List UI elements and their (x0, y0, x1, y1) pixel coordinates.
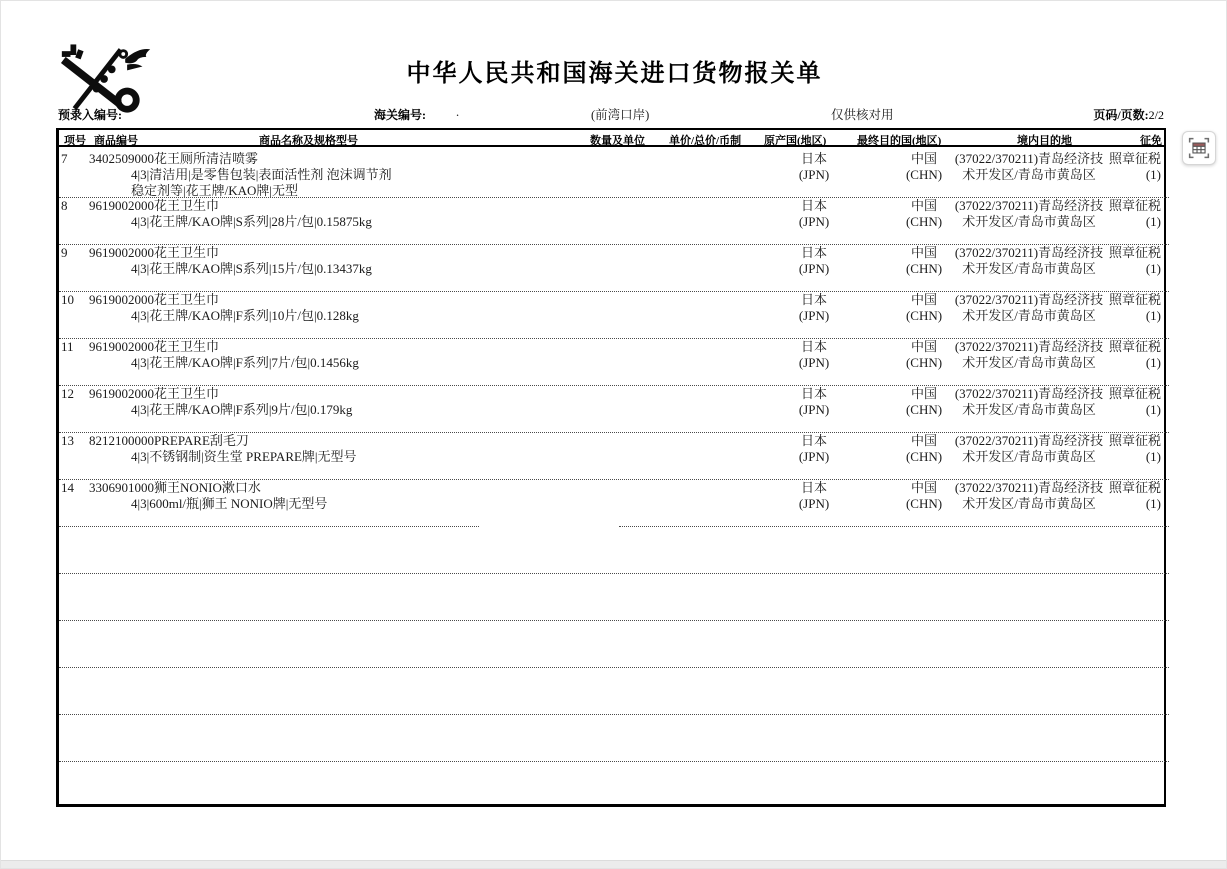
header-domestic-destination: 境内目的地 (1017, 135, 1072, 147)
spec-line-1: 4|3|花王牌/KAO牌|F系列|9片/包|0.179kg (131, 402, 353, 417)
row-separator (59, 197, 1169, 198)
row-separator (59, 667, 1169, 668)
duty-exemption-cell (1074, 292, 1161, 324)
final-dest-country: 中国 (910, 433, 937, 448)
final-dest-code: (CHN) (905, 449, 943, 464)
spec-line-1: 4|3|600ml/瓶|狮王 NONIO牌|无型号 (131, 496, 328, 511)
final-dest-code: (CHN) (905, 402, 943, 417)
origin-country-code: (JPN) (798, 496, 830, 511)
domestic-dest-line2: 术开发区/青岛市黄岛区 (962, 214, 1096, 229)
duty-exemption-code: (1) (1145, 214, 1161, 229)
page-count (1093, 106, 1164, 123)
row-separator (59, 620, 1169, 621)
spec-line-1: 4|3|花王牌/KAO牌|S系列|28片/包|0.15875kg (131, 214, 372, 229)
commodity-line (89, 151, 258, 167)
domestic-dest-line1: (37022/370211)青岛经济技 (954, 480, 1104, 495)
final-dest-country: 中国 (910, 386, 937, 401)
origin-country-cell (759, 386, 869, 418)
domestic-dest-line1: (37022/370211)青岛经济技 (954, 198, 1104, 213)
commodity-name: PREPARE刮毛刀 (154, 433, 249, 448)
duty-exemption-cell (1074, 198, 1161, 230)
header-item-no: 项号 (64, 135, 86, 147)
page-title: 中华人民共和国海关进口货物报关单 (406, 61, 823, 87)
domestic-dest-line2: 术开发区/青岛市黄岛区 (962, 167, 1096, 182)
origin-country: 日本 (800, 151, 827, 166)
origin-country-cell (759, 198, 869, 230)
domestic-dest-line2: 术开发区/青岛市黄岛区 (962, 402, 1096, 417)
duty-exemption: 照章征税 (1108, 480, 1161, 495)
commodity-name: 花王卫生巾 (154, 292, 220, 307)
final-dest-code: (CHN) (905, 355, 943, 370)
origin-country: 日本 (800, 292, 827, 307)
check-only-note: 仅供核对用 (831, 108, 894, 122)
table-row (59, 339, 1164, 386)
origin-country: 日本 (800, 386, 827, 401)
spec-line-2: 稳定剂等|花王牌/KAO牌|无型 (131, 183, 298, 198)
item-no: 9 (61, 245, 68, 260)
duty-exemption-cell (1074, 433, 1161, 465)
item-no: 14 (61, 480, 74, 495)
commodity-name: 花王卫生巾 (154, 386, 220, 401)
domestic-dest-line1: (37022/370211)青岛经济技 (954, 386, 1104, 401)
header-quantity-unit: 数量及单位 (590, 135, 645, 147)
duty-exemption: 照章征税 (1108, 433, 1161, 448)
commodity-name: 花王卫生巾 (154, 198, 220, 213)
commodity-line (89, 198, 219, 214)
spec-line-1: 4|3|花王牌/KAO牌|F系列|7片/包|0.1456kg (131, 355, 359, 370)
commodity-line (89, 339, 219, 355)
duty-exemption: 照章征税 (1108, 198, 1161, 213)
commodity-line (89, 386, 219, 402)
commodity-line (89, 480, 261, 496)
page-count-value: 2/2 (1148, 108, 1164, 122)
origin-country-cell (759, 245, 869, 277)
duty-exemption-code: (1) (1145, 496, 1161, 511)
origin-country-cell (759, 292, 869, 324)
origin-country-cell (759, 433, 869, 465)
row-separator (59, 761, 1169, 762)
final-dest-country: 中国 (910, 198, 937, 213)
commodity-line (89, 433, 249, 449)
origin-country-code: (JPN) (798, 355, 830, 370)
duty-exemption-cell (1074, 245, 1161, 277)
declaration-table (56, 128, 1166, 807)
pre-entry-number-label: 预录入编号: (58, 108, 122, 122)
commodity-line (89, 292, 219, 308)
spec-line-1: 4|3|花王牌/KAO牌|F系列|10片/包|0.128kg (131, 308, 359, 323)
domestic-dest-line1: (37022/370211)青岛经济技 (954, 292, 1104, 307)
final-dest-country: 中国 (910, 339, 937, 354)
duty-exemption: 照章征税 (1108, 292, 1161, 307)
customs-number-label: 海关编号: (374, 108, 426, 122)
item-no: 12 (61, 386, 74, 401)
final-dest-code: (CHN) (905, 167, 943, 182)
origin-country-cell (759, 151, 869, 183)
domestic-dest-line1: (37022/370211)青岛经济技 (954, 339, 1104, 354)
port-name: (前湾口岸) (591, 108, 650, 122)
origin-country: 日本 (800, 339, 827, 354)
table-capture-button[interactable] (1182, 131, 1216, 165)
duty-exemption-cell (1074, 386, 1161, 418)
origin-country-cell (759, 480, 869, 512)
page-count-label: 页码/页数: (1093, 108, 1149, 122)
row-separator (59, 244, 1169, 245)
origin-country-code: (JPN) (798, 402, 830, 417)
duty-exemption-cell (1074, 480, 1161, 512)
commodity-name: 狮王NONIO漱口水 (154, 480, 261, 495)
duty-exemption-cell (1074, 339, 1161, 371)
duty-exemption-code: (1) (1145, 167, 1161, 182)
duty-exemption: 照章征税 (1108, 245, 1161, 260)
table-rows (59, 128, 1164, 804)
origin-country: 日本 (800, 245, 827, 260)
duty-exemption: 照章征税 (1108, 386, 1161, 401)
row-separator (59, 338, 1169, 339)
table-row (59, 480, 1164, 527)
duty-exemption-code: (1) (1145, 355, 1161, 370)
duty-exemption-code: (1) (1145, 308, 1161, 323)
table-row (59, 433, 1164, 480)
commodity-code: 8212100000 (89, 433, 154, 448)
row-separator (59, 573, 1169, 574)
commodity-code: 9619002000 (89, 386, 154, 401)
header-origin-country: 原产国(地区) (764, 135, 827, 147)
domestic-dest-line2: 术开发区/青岛市黄岛区 (962, 308, 1096, 323)
duty-exemption-code: (1) (1145, 261, 1161, 276)
domestic-dest-line1: (37022/370211)青岛经济技 (954, 245, 1104, 260)
final-dest-code: (CHN) (905, 308, 943, 323)
spec-line-1: 4|3|花王牌/KAO牌|S系列|15片/包|0.13437kg (131, 261, 372, 276)
origin-country-code: (JPN) (798, 449, 830, 464)
domestic-dest-line2: 术开发区/青岛市黄岛区 (962, 355, 1096, 370)
final-dest-code: (CHN) (905, 496, 943, 511)
origin-country-code: (JPN) (798, 167, 830, 182)
spec-line-1: 4|3|不锈钢制|资生堂 PREPARE牌|无型号 (131, 449, 357, 464)
commodity-name: 花王卫生巾 (154, 339, 220, 354)
table-row (59, 151, 1164, 198)
table-capture-icon (1188, 137, 1210, 159)
domestic-dest-line2: 术开发区/青岛市黄岛区 (962, 496, 1096, 511)
origin-country: 日本 (800, 433, 827, 448)
header-final-dest-country: 最终目的国(地区) (857, 135, 942, 147)
row-separator (59, 291, 1169, 292)
origin-country-code: (JPN) (798, 261, 830, 276)
origin-country: 日本 (800, 198, 827, 213)
item-no: 8 (61, 198, 68, 213)
item-no: 11 (61, 339, 74, 354)
domestic-dest-line1: (37022/370211)青岛经济技 (954, 433, 1104, 448)
header-duty-exemption: 征免 (1140, 135, 1162, 147)
commodity-line (89, 245, 219, 261)
domestic-dest-line2: 术开发区/青岛市黄岛区 (962, 449, 1096, 464)
item-no: 7 (61, 151, 68, 166)
row-separator (59, 479, 1169, 480)
header-name-spec: 商品名称及规格型号 (259, 135, 358, 147)
row-separator (59, 526, 479, 527)
final-dest-code: (CHN) (905, 214, 943, 229)
final-dest-code: (CHN) (905, 261, 943, 276)
final-dest-country: 中国 (910, 480, 937, 495)
commodity-code: 9619002000 (89, 292, 154, 307)
header-commodity-code: 商品编号 (94, 135, 138, 147)
duty-exemption-code: (1) (1145, 449, 1161, 464)
duty-exemption-cell (1074, 151, 1161, 183)
row-separator (619, 526, 1169, 527)
commodity-code: 3402509000 (89, 151, 154, 166)
final-dest-country: 中国 (910, 292, 937, 307)
spec-line-1: 4|3|清洁用|是零售包装|表面活性剂 泡沫调节剂 (131, 167, 392, 182)
domestic-dest-line2: 术开发区/青岛市黄岛区 (962, 261, 1096, 276)
final-dest-country: 中国 (910, 151, 937, 166)
header-price-currency: 单价/总价/币制 (669, 135, 742, 147)
duty-exemption-code: (1) (1145, 402, 1161, 417)
row-separator (59, 714, 1169, 715)
origin-country-cell (759, 339, 869, 371)
commodity-name: 花王厕所清洁喷雾 (154, 151, 259, 166)
commodity-code: 3306901000 (89, 480, 154, 495)
customs-number-value: . (456, 105, 460, 119)
item-no: 10 (61, 292, 74, 307)
table-row (59, 245, 1164, 292)
commodity-code: 9619002000 (89, 339, 154, 354)
row-separator (59, 432, 1169, 433)
duty-exemption: 照章征税 (1108, 151, 1161, 166)
table-row (59, 386, 1164, 433)
commodity-code: 9619002000 (89, 245, 154, 260)
window-bottom-edge (1, 860, 1226, 868)
final-dest-country: 中国 (910, 245, 937, 260)
table-row (59, 292, 1164, 339)
commodity-name: 花王卫生巾 (154, 245, 220, 260)
table-row (59, 198, 1164, 245)
origin-country-code: (JPN) (798, 308, 830, 323)
domestic-dest-line1: (37022/370211)青岛经济技 (954, 151, 1104, 166)
origin-country: 日本 (800, 480, 827, 495)
origin-country-code: (JPN) (798, 214, 830, 229)
row-separator (59, 385, 1169, 386)
commodity-code: 9619002000 (89, 198, 154, 213)
duty-exemption: 照章征税 (1108, 339, 1161, 354)
item-no: 13 (61, 433, 74, 448)
